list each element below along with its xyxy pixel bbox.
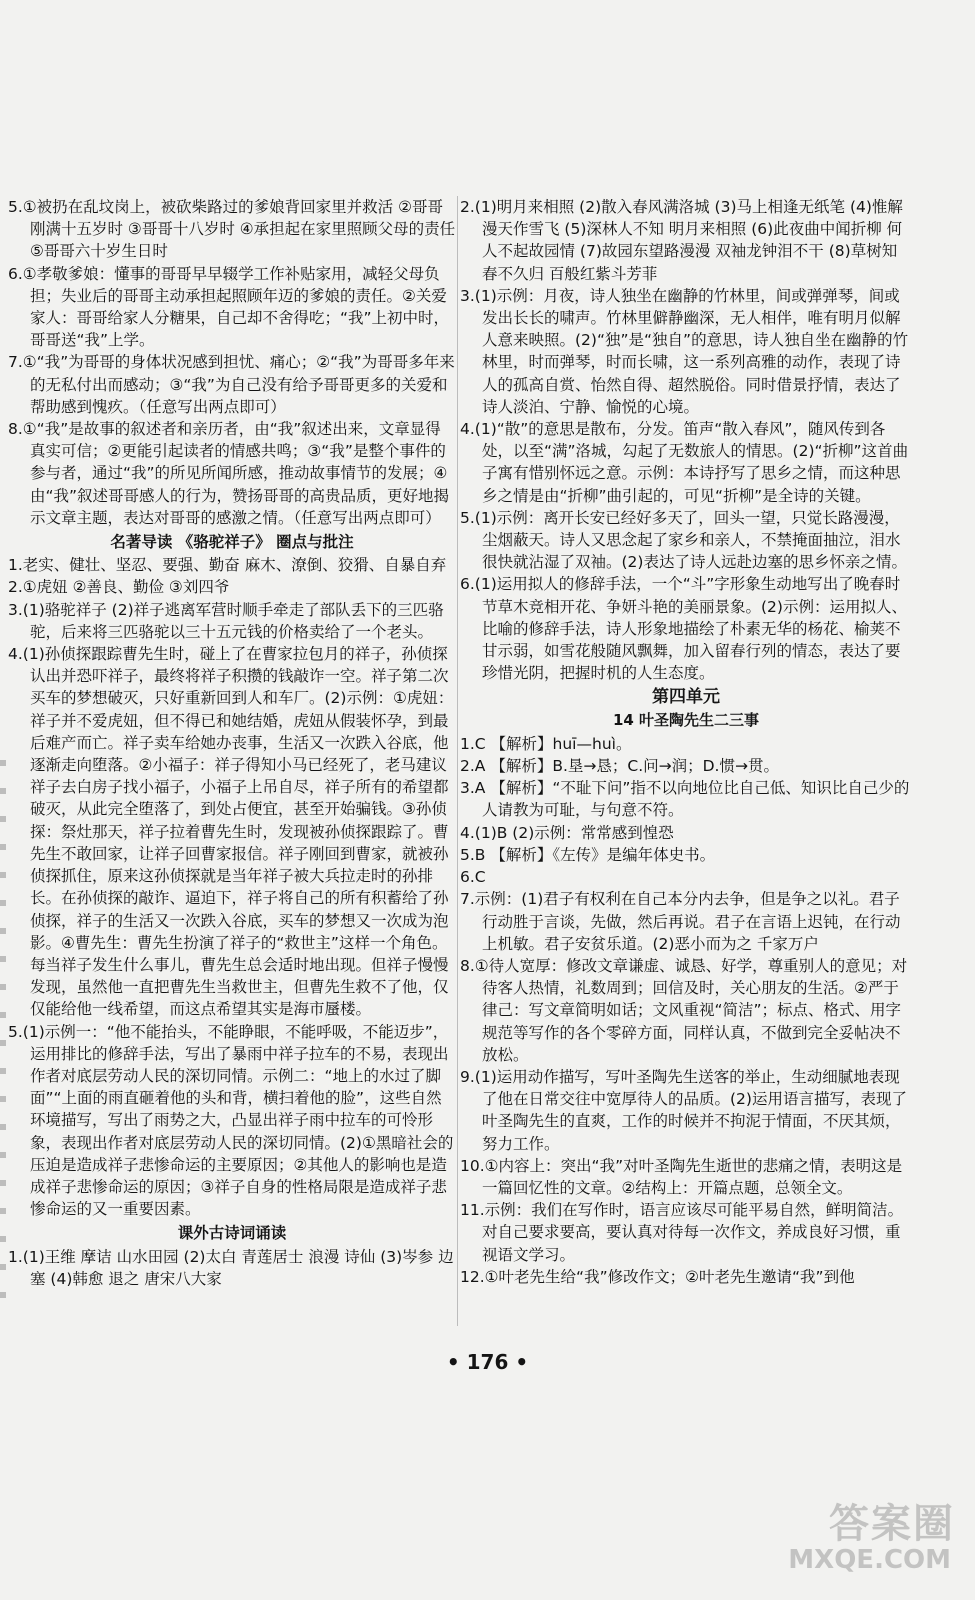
lesson-item-8: 8.①待人宽厚：修改文章谦虚、诚恳、好学，尊重别人的意见；对待客人热情，礼数周到；回信及时，关心朋友的生活。②严于律己：写文章简明如话；文风重视“简洁”；标点、格式、用字规范等写作的各个零碎方面，同样认真，不做到完全妥帖决不放松。 (460, 956, 908, 1064)
answer-item-5: 5.①被扔在乱坟岗上，被砍柴路过的爹娘背回家里并救活 ②哥哥刚满十五岁时 ③哥哥十八岁时 ④承担起在家里照顾父母的责任 ⑤哥哥六十岁生日时 (8, 198, 456, 261)
lesson-item-2: 2.A 【解析】B.垦→恳；C.问→润；D.惯→贯。 (460, 757, 779, 776)
answer-item-6: 6.①孝敬爹娘：懂事的哥哥早早辍学工作补贴家用，减轻父母负担；失业后的哥哥主动承担起照顾年迈的爹娘的责任。②关爱家人：哥哥给家人分糖果，自己却不舍得吃；“我”上初中时，哥哥送“我”上学。 (8, 264, 450, 350)
lesson-item-7: 7.示例：(1)君子有权利在自己本分内去争，但是争之以礼。君子行动胜于言谈，先做，然后再说。君子在言语上迟钝，在行动上机敏。君子安贫乐道。(2)恶小而为之 千家万户 (460, 890, 901, 953)
poetry-item-2: 2.(1)明月来相照 (2)散入春风满洛城 (3)马上相逢无纸笔 (4)惟解漫天作雪飞 (5)深林人不知 明月来相照 (6)此夜曲中闻折柳 何人不起故园情 (7)故园东望路漫漫 双袖龙钟泪不干 (8)草树知春不久归 百般红紫斗芳菲 (460, 198, 903, 283)
poetry-item-4: 4.(1)“散”的意思是散布，分发。笛声“散入春风”，随风传到各处，以至“满”洛城，勾起了无数旅人的情思。(2)“折柳”这首曲子寓有惜别怀远之意。示例：本诗抒写了思乡之情，而这种思乡之情是由“折柳”曲引起的，可见“折柳”是全诗的关键。 (460, 420, 909, 505)
poetry-item-3: 3.(1)示例：月夜，诗人独坐在幽静的竹林里，间或弹弹琴，间或发出长长的啸声。竹林里僻静幽深，无人相伴，唯有明月似解人意来映照。(2)“独”是“独自”的意思，诗人独自坐在幽静的竹林里，时而弹琴，时而长啸，这一系列高雅的动作，表现了诗人的孤高自赏、怡然自得、超然脱俗。同时借景抒情，表达了诗人淡泊、宁静、愉悦的心境。 (460, 286, 909, 416)
binding-edge (0, 760, 6, 1320)
lesson-item-3: 3.A 【解析】“不耻下问”指不以向地位比自己低、知识比自己少的人请教为可耻，与句意不符。 (460, 779, 910, 820)
section-heading-classics: 名著导读 《骆驼祥子》 圈点与批注 (110, 533, 354, 552)
watermark-url: MXQE.COM (788, 1545, 951, 1575)
lesson-item-9: 9.(1)运用动作描写，写叶圣陶先生送客的举止，生动细腻地表现了他在日常交往中宽厚待人的品质。(2)运用语言描写，表现了叶圣陶先生的直爽，工作的时候并不拘泥于情面，不厌其烦，努力工作。 (460, 1067, 907, 1153)
classics-item-4: 4.(1)孙侦探跟踪曹先生时，碰上了在曹家拉包月的祥子，孙侦探认出并恐吓祥子，最终将祥子积攒的钱敲诈一空。祥子第二次买车的梦想破灭，只好重新回到人和车厂。(2)示例：①虎妞：祥子并不爱虎妞，但不得已和她结婚，虎妞从假装怀孕，到最后难产而亡。祥子卖车给她办丧事，生活又一次跌入谷底，他逐渐走向堕落。②小福子：祥子得知小马已经死了，老马建议祥子去白房子找小福子，小福子上吊自尽，祥子所有的希望都破灭，从此完全堕落了，到处占便宜，甚至开始骗钱。③孙侦探：祭灶那天，祥子拉着曹先生时，发现被孙侦探跟踪了。曹先生不敢回家，让祥子回曹家报信。祥子刚回到曹家，就被孙侦探抓住，原来这孙侦探就是当年祥子被大兵拉走时的孙排长。在孙侦探的敲诈、逼迫下，祥子将自己的所有积蓄给了孙侦探，祥子的生活又一次跌入谷底，买车的梦想又一次成为泡影。④曹先生：曹先生扮演了祥子的“救世主”这样一个角色。每当祥子发生什么事儿，曹先生总会适时地出现。但祥子慢慢发现，虽然他一直把曹先生当救世主，但曹先生救不了他，仅仅能给他一线希望，而这点希望其实是海市蜃楼。 (8, 645, 454, 1019)
lesson-item-4: 4.(1)B (2)示例：常常感到惶恐 (460, 823, 674, 842)
page-number: • 176 • (446, 1350, 529, 1374)
classics-item-2: 2.①虎妞 ②善良、勤俭 ③刘四爷 (8, 578, 230, 597)
left-column (8, 196, 456, 1290)
lesson-item-10: 10.①内容上：突出“我”对叶圣陶先生逝世的悲痛之情，表明这是一篇回忆性的文章。②结构上：开篇点题，总领全文。 (460, 1156, 903, 1197)
section-heading-poetry: 课外古诗词诵读 (177, 1224, 287, 1243)
answer-item-8: 8.①“我”是故事的叙述者和亲历者，由“我”叙述出来，文章显得真实可信；②更能引起读者的情感共鸣；③“我”是整个事件的参与者，通过“我”的所见所闻所感，推动故事情节的发展；④由“我”叙述哥哥感人的行为，赞扬哥哥的高贵品质，更好地揭示文章主题，表达对哥哥的感激之情。（任意写出两点即可） (8, 420, 450, 527)
lesson-title: 14 叶圣陶先生二三事 (612, 710, 760, 729)
unit-title: 第四单元 (652, 687, 720, 708)
right-column (460, 196, 912, 1288)
watermark-logo: 答案圈 (829, 1501, 955, 1547)
lesson-item-12: 12.①叶老先生给“我”修改作文；②叶老先生邀请“我”到他 (460, 1267, 855, 1286)
poetry-item-1: 1.(1)王维 摩诘 山水田园 (2)太白 青莲居士 浪漫 诗仙 (3)岑参 边塞 (4)韩愈 退之 唐宋八大家 (8, 1247, 454, 1288)
lesson-item-11: 11.示例：我们在写作时，语言应该尽可能平易自然，鲜明简洁。对自己要求要高，要认真对待每一次作文，养成良好习惯，重视语文学习。 (460, 1201, 904, 1264)
column-divider (457, 196, 458, 1326)
poetry-item-6: 6.(1)运用拟人的修辞手法，一个“斗”字形象生动地写出了晚春时节草木竞相开花、争妍斗艳的美丽景象。(2)示例：运用拟人、比喻的修辞手法，诗人形象地描绘了朴素无华的杨花、榆荚不甘示弱，如雪花般随风飘舞，加入留春行列的情态，表达了要珍惜光阴，把握时机的人生态度。 (460, 575, 907, 683)
poetry-item-5: 5.(1)示例：离开长安已经好多天了，回头一望，只觉长路漫漫，尘烟蔽天。诗人又思念起了家乡和亲人，不禁掩面抽泣，泪水很快就沾湿了双袖。(2)表达了诗人远赴边塞的思乡怀亲之情。 (460, 508, 907, 572)
classics-item-1: 1.老实、健壮、坚忍、要强、勤奋 麻木、潦倒、狡猾、自暴自弃 (8, 556, 447, 575)
classics-item-3: 3.(1)骆驼祥子 (2)祥子逃离军营时顺手牵走了部队丢下的三匹骆驼，后来将三匹骆驼以三十五元钱的价格卖给了一个老头。 (8, 600, 444, 641)
classics-item-5: 5.(1)示例一：“他不能抬头，不能睁眼，不能呼吸，不能迈步”，运用排比的修辞手法，写出了暴雨中祥子拉车的不易，表现出作者对底层劳动人民的深切同情。示例二：“地上的水过了脚面”“上面的雨直砸着他的头和背，横扫着他的脸”，这些自然环境描写，写出了雨势之大，凸显出祥子雨中拉车的可怜形象，表现出作者对底层劳动人民的深切同情。(2)①黑暗社会的压迫是造成祥子悲惨命运的主要原因；②其他人的影响也是造成祥子悲惨命运的原因；③祥子自身的性格局限是造成祥子悲惨命运的又一重要因素。 (8, 1022, 454, 1219)
lesson-item-5: 5.B 【解析】《左传》是编年体史书。 (460, 845, 716, 864)
lesson-item-6: 6.C (460, 868, 486, 887)
answer-item-7: 7.①“我”为哥哥的身体状况感到担忧、痛心；②“我”为哥哥多年来的无私付出而感动；③“我”为自己没有给予哥哥更多的关爱和帮助感到愧疚。（任意写出两点即可） (8, 353, 455, 416)
lesson-item-1: 1.C 【解析】huī—huì。 (460, 734, 632, 753)
